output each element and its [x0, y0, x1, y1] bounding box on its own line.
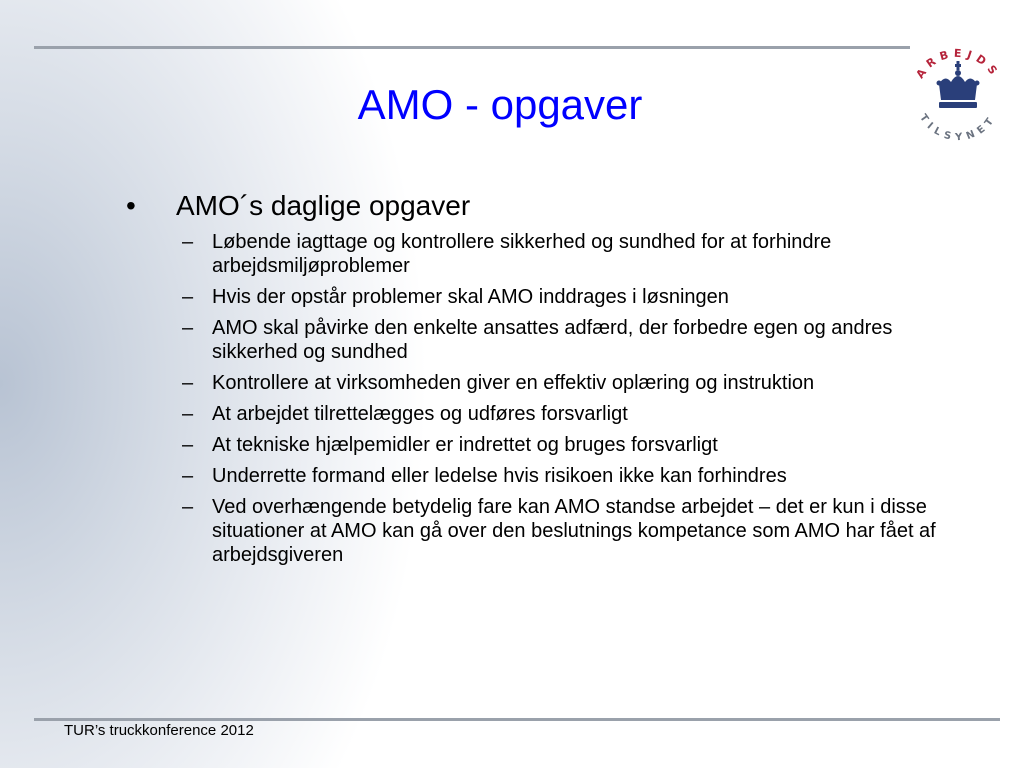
sub-bullet-item: [126, 371, 976, 395]
crown-icon: [937, 61, 980, 108]
slide-footer: TUR’s truckkonference 2012: [64, 722, 254, 739]
sub-bullet-text: Underrette formand eller ledelse hvis risikoen ikke kan forhindres: [212, 465, 787, 487]
logo-ring-bottom-text: TILSYNET: [917, 112, 999, 144]
dash-mark: –: [182, 496, 194, 518]
sub-bullet-item: [126, 316, 976, 364]
sub-bullet-item: [126, 433, 976, 457]
sub-bullet-text: At tekniske hjælpemidler er indrettet og bruges forsvarligt: [212, 434, 718, 456]
dash-mark: –: [182, 403, 194, 425]
sub-bullet-text: At arbejdet tilrettelægges og udføres forsvarligt: [212, 403, 628, 425]
logo-ring-top-text: ARBEJDS: [913, 46, 1003, 81]
dash-mark: –: [182, 317, 194, 339]
top-divider: [34, 46, 910, 49]
dash-mark: –: [182, 465, 194, 487]
sub-bullet-item: [126, 402, 976, 426]
sub-bullet-item: [126, 230, 976, 278]
sub-bullet-text: Hvis der opstår problemer skal AMO inddrages i løsningen: [212, 286, 729, 308]
bullet-mark: •: [126, 190, 136, 221]
sub-bullet-text: Kontrollere at virksomheden giver en effektiv oplæring og instruktion: [212, 372, 815, 394]
sub-bullet-item: [126, 285, 976, 309]
logo-graphic: [905, 44, 1011, 150]
bullet-heading: AMO´s daglige opgaver: [176, 190, 471, 221]
arbejdstilsynet-logo: [905, 44, 1011, 150]
slide-title: AMO - opgaver: [357, 81, 643, 128]
sub-bullet-text: Ved overhængende betydelig fare kan AMO standse arbejdet – det er kun i disse situationer at AMO kan gå over den beslutnings kompetance som AMO har fået af arbejdsgiveren: [212, 496, 936, 566]
slide-content: [126, 188, 976, 574]
sub-bullet-item: [126, 495, 976, 567]
dash-mark: –: [182, 286, 194, 308]
bullet-item: [126, 188, 976, 224]
sub-bullet-item: [126, 464, 976, 488]
sub-bullet-text: Løbende iagttage og kontrollere sikkerhed og sundhed for at forhindre arbejdsmiljøproblemer: [212, 231, 832, 277]
dash-mark: –: [182, 231, 194, 253]
bottom-divider: [34, 718, 1000, 721]
dash-mark: –: [182, 372, 194, 394]
dash-mark: –: [182, 434, 194, 456]
sub-bullet-list: [126, 230, 976, 567]
sub-bullet-text: AMO skal påvirke den enkelte ansattes adfærd, der forbedre egen og andres sikkerhed og sundhed: [212, 317, 893, 363]
